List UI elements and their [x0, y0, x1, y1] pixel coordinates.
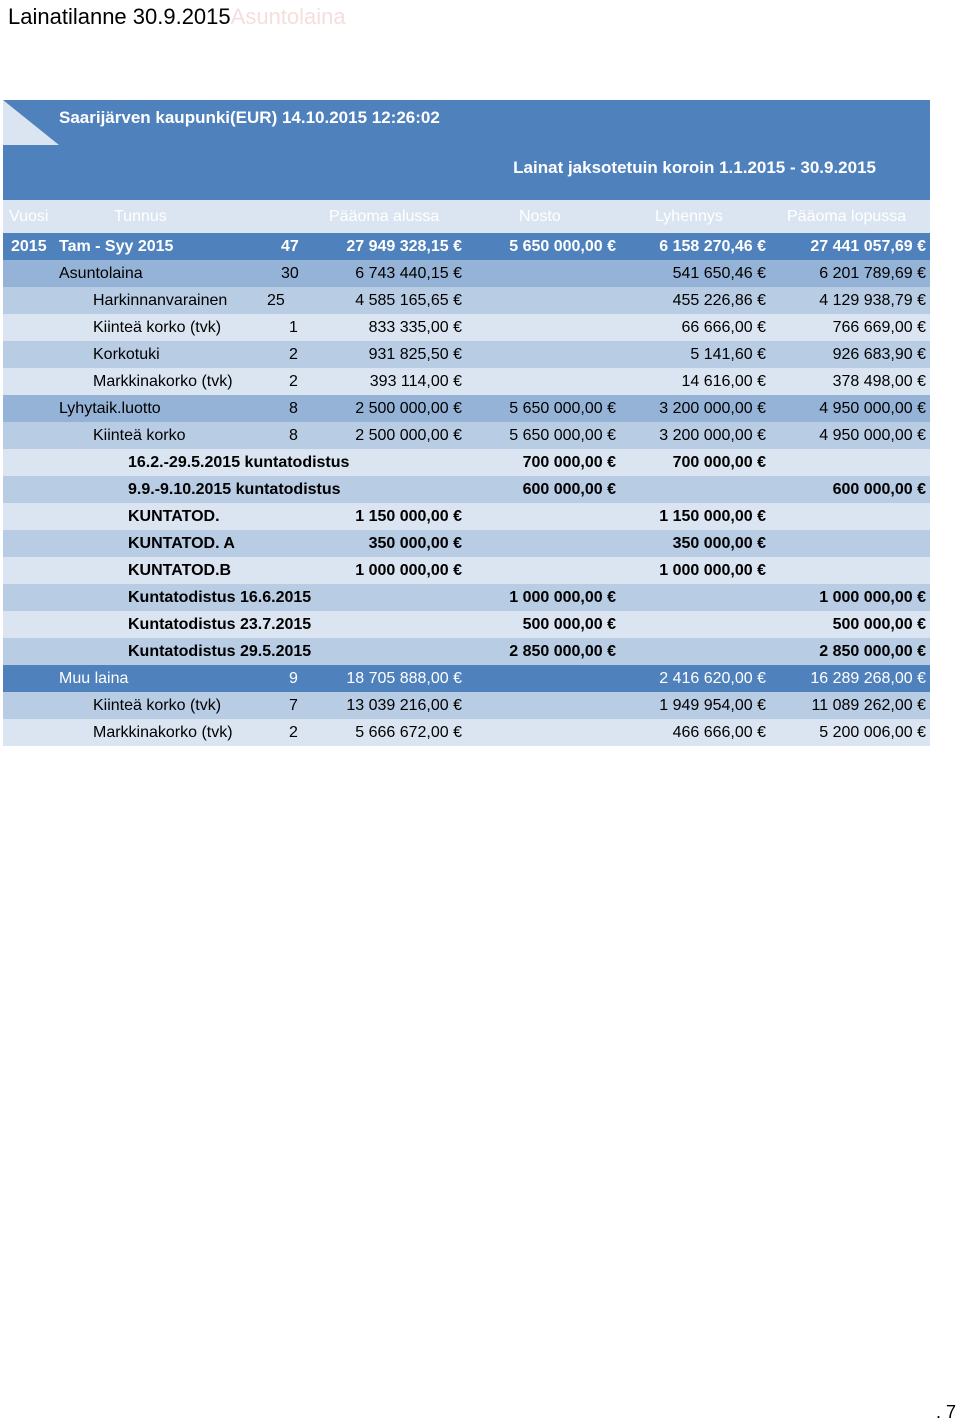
table-row — [3, 449, 930, 476]
table-row — [3, 233, 930, 260]
cell-end: 6 201 789,69 € — [819, 265, 926, 282]
cell-end: 500 000,00 € — [832, 616, 926, 633]
cell-start: 931 825,50 € — [368, 346, 462, 363]
col-head-alussa: Pääoma alussa — [329, 208, 440, 225]
page-title-main: Lainatilanne 30.9.2015 — [8, 4, 231, 29]
col-head-nosto: Nosto — [519, 208, 561, 225]
cell-name: KUNTATOD.B — [128, 562, 232, 579]
table-row — [3, 584, 930, 611]
cell-name: Tam - Syy 2015 — [59, 238, 174, 255]
cell-draw: 500 000,00 € — [522, 616, 616, 633]
cell-count: 7 — [289, 697, 298, 714]
cell-repay: 3 200 000,00 € — [659, 427, 766, 444]
cell-count: 30 — [281, 265, 299, 282]
cell-repay: 1 150 000,00 € — [659, 508, 766, 525]
cell-repay: 6 158 270,46 € — [659, 238, 766, 255]
table-row — [3, 395, 930, 422]
cell-end: 27 441 057,69 € — [810, 238, 926, 255]
cell-repay: 3 200 000,00 € — [659, 400, 766, 417]
cell-name: KUNTATOD. A — [128, 535, 235, 552]
cell-end: 600 000,00 € — [832, 481, 926, 498]
cell-name: Korkotuki — [93, 346, 160, 363]
cell-name: Markkinakorko (tvk) — [93, 724, 233, 741]
page-title-ghost: Asuntolaina — [230, 4, 346, 29]
cell-repay: 350 000,00 € — [672, 535, 766, 552]
cell-end: 766 669,00 € — [832, 319, 926, 336]
cell-name: Markkinakorko (tvk) — [93, 373, 233, 390]
cell-start: 833 335,00 € — [368, 319, 462, 336]
cell-name: KUNTATOD. — [128, 508, 220, 525]
cell-start: 5 666 672,00 € — [355, 724, 462, 741]
cell-count: 2 — [289, 724, 298, 741]
cell-name: 9.9.-9.10.2015 kuntatodistus — [128, 481, 341, 498]
cell-count: 47 — [281, 238, 299, 255]
cell-end: 5 200 006,00 € — [819, 724, 926, 741]
cell-name: Asuntolaina — [59, 265, 143, 282]
cell-start: 2 500 000,00 € — [355, 400, 462, 417]
table-row — [3, 260, 930, 287]
cell-start: 6 743 440,15 € — [355, 265, 462, 282]
cell-start: 13 039 216,00 € — [346, 697, 462, 714]
cell-draw: 2 850 000,00 € — [509, 643, 616, 660]
cell-start: 27 949 328,15 € — [346, 238, 462, 255]
cell-start: 2 500 000,00 € — [355, 427, 462, 444]
cell-start: 1 000 000,00 € — [355, 562, 462, 579]
cell-end: 4 950 000,00 € — [819, 427, 926, 444]
cell-end: 926 683,90 € — [832, 346, 926, 363]
cell-count: 8 — [289, 427, 298, 444]
cell-end: 11 089 262,00 € — [811, 697, 926, 714]
table-row — [3, 665, 930, 692]
cell-end: 16 289 268,00 € — [810, 670, 926, 687]
col-head-vuosi: Vuosi — [9, 208, 49, 225]
page-title — [8, 4, 346, 30]
cell-repay: 700 000,00 € — [672, 454, 766, 471]
table-row — [3, 287, 930, 314]
cell-name: Muu laina — [59, 670, 129, 687]
cell-repay: 14 616,00 € — [681, 373, 766, 390]
col-head-lyhennys: Lyhennys — [655, 208, 723, 225]
table-row — [3, 503, 930, 530]
cell-count: 8 — [289, 400, 298, 417]
cell-name: Kuntatodistus 29.5.2015 — [128, 643, 312, 660]
table-row — [3, 314, 930, 341]
cell-count: 1 — [289, 319, 298, 336]
cell-repay: 2 416 620,00 € — [659, 670, 766, 687]
table-row — [3, 476, 930, 503]
cell-name: 16.2.-29.5.2015 kuntatodistus — [128, 454, 350, 471]
cell-end: 4 129 938,79 € — [819, 292, 926, 309]
cell-draw: 600 000,00 € — [522, 481, 616, 498]
cell-start: 18 705 888,00 € — [346, 670, 462, 687]
cell-repay: 1 000 000,00 € — [659, 562, 766, 579]
cell-repay: 466 666,00 € — [672, 724, 766, 741]
report-period-line: Lainat jaksotetuin koroin 1.1.2015 - 30.9.2015 — [513, 158, 876, 177]
cell-name: Kuntatodistus 23.7.2015 — [128, 616, 312, 633]
cell-repay: 66 666,00 € — [681, 319, 766, 336]
table-row — [3, 692, 930, 719]
cell-draw: 5 650 000,00 € — [509, 427, 616, 444]
cell-name: Kiinteä korko (tvk) — [93, 319, 222, 336]
cell-repay: 5 141,60 € — [690, 346, 766, 363]
table-row — [3, 638, 930, 665]
table-row — [3, 530, 930, 557]
table-row — [3, 422, 930, 449]
cell-start: 4 585 165,65 € — [355, 292, 462, 309]
table-row — [3, 719, 930, 746]
cell-draw: 5 650 000,00 € — [509, 238, 616, 255]
cell-year: 2015 — [11, 238, 47, 255]
cell-name: Kuntatodistus 16.6.2015 — [128, 589, 312, 606]
cell-end: 2 850 000,00 € — [819, 643, 926, 660]
cell-repay: 541 650,46 € — [672, 265, 766, 282]
table-row — [3, 557, 930, 584]
cell-draw: 700 000,00 € — [522, 454, 616, 471]
cell-start: 350 000,00 € — [368, 535, 462, 552]
cell-name: Lyhytaik.luotto — [59, 400, 161, 417]
loan-report — [3, 100, 930, 744]
report-org-line: Saarijärven kaupunki(EUR) 14.10.2015 12:26:02 — [59, 108, 440, 127]
page-number: . 7 — [935, 1402, 956, 1422]
cell-draw: 5 650 000,00 € — [509, 400, 616, 417]
cell-end: 1 000 000,00 € — [819, 589, 926, 606]
cell-count: 9 — [289, 670, 298, 687]
cell-end: 378 498,00 € — [832, 373, 926, 390]
col-head-lopussa: Pääoma lopussa — [787, 208, 907, 225]
cell-start: 393 114,00 € — [369, 373, 462, 390]
cell-name: Kiinteä korko — [93, 427, 186, 444]
table-row — [3, 368, 930, 395]
cell-count: 2 — [289, 373, 298, 390]
col-head-tunnus: Tunnus — [114, 208, 167, 225]
cell-repay: 1 949 954,00 € — [659, 697, 766, 714]
cell-repay: 455 226,86 € — [672, 292, 766, 309]
cell-start: 1 150 000,00 € — [355, 508, 462, 525]
cell-name: Harkinnanvarainen — [93, 292, 228, 309]
table-row — [3, 341, 930, 368]
cell-end: 4 950 000,00 € — [819, 400, 926, 417]
cell-count: 25 — [267, 292, 285, 309]
cell-name: Kiinteä korko (tvk) — [93, 697, 222, 714]
table-row — [3, 611, 930, 638]
cell-draw: 1 000 000,00 € — [509, 589, 616, 606]
cell-count: 2 — [289, 346, 298, 363]
